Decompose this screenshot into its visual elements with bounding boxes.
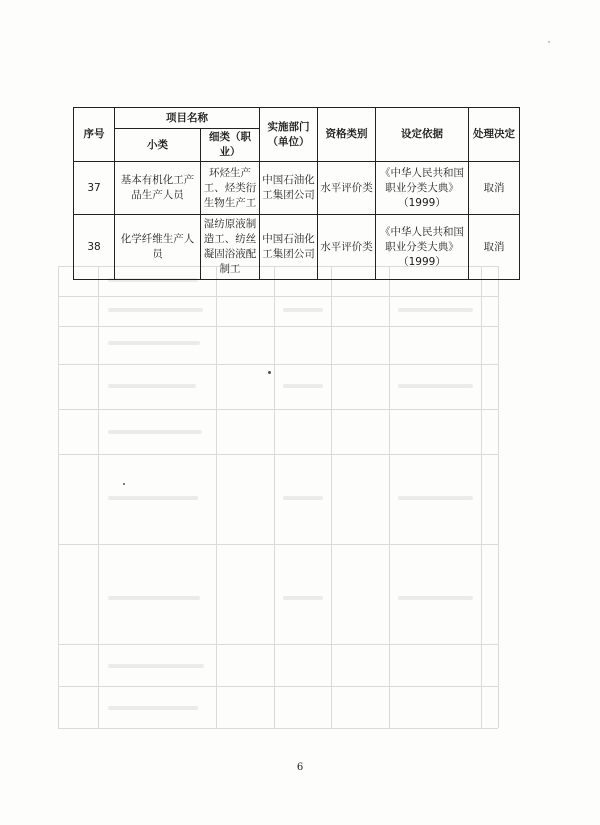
qualification-table: [73, 107, 520, 280]
cell-dept: 中国石油化工集团公司: [260, 162, 318, 215]
cell-qualification: 水平评价类: [318, 162, 376, 215]
header-sub-detail: 细类（职业）: [201, 129, 260, 162]
cell-qualification: 水平评价类: [318, 215, 376, 280]
cell-decision: 取消: [469, 162, 520, 215]
cell-seq: 38: [74, 215, 115, 280]
header-project-name: 项目名称: [115, 108, 260, 129]
header-dept: 实施部门（单位）: [260, 108, 318, 162]
cell-basis: 《中华人民共和国职业分类大典》（1999）: [376, 215, 469, 280]
scan-speck: [123, 483, 125, 485]
cell-dept: 中国石油化工集团公司: [260, 215, 318, 280]
table-row: [74, 162, 520, 215]
page-number: 6: [296, 762, 304, 773]
cell-basis: 《中华人民共和国职业分类大典》（1999）: [376, 162, 469, 215]
header-basis: 设定依据: [376, 108, 469, 162]
cell-decision: 取消: [469, 215, 520, 280]
cell-seq: 37: [74, 162, 115, 215]
cell-small: 化学纤维生产人员: [115, 215, 201, 280]
cell-detail: 湿纺原液制造工、纺丝凝固浴液配制工: [201, 215, 260, 280]
header-decision: 处理决定: [469, 108, 520, 162]
header-sub-small: 小类: [115, 129, 201, 162]
header-seq: 序号: [74, 108, 115, 162]
scan-speck: [548, 41, 550, 43]
scan-speck: [268, 371, 271, 374]
header-qualification: 资格类别: [318, 108, 376, 162]
cell-small: 基本有机化工产品生产人员: [115, 162, 201, 215]
table-row: [74, 215, 520, 280]
cell-detail: 环烃生产工、烃类衍生物生产工: [201, 162, 260, 215]
bleed-through-table: [58, 266, 498, 728]
